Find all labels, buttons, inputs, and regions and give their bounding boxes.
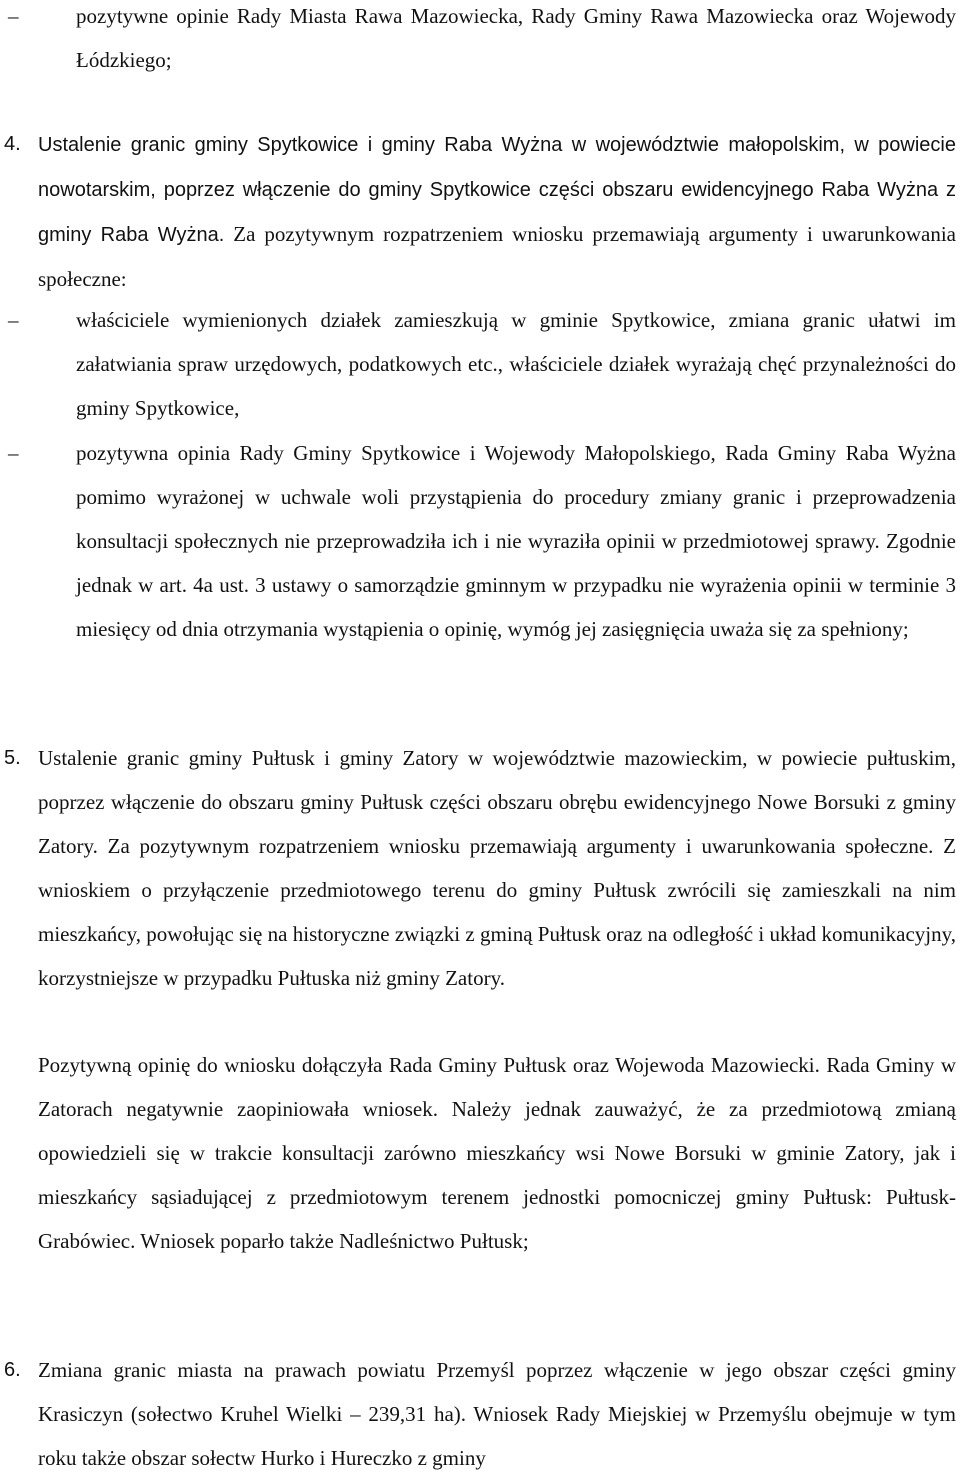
list-item-opinion (8, 431, 956, 651)
paragraph-number: 5. (4, 747, 21, 769)
paragraph-6-text: Zmiana granic miasta na prawach powiatu Przemyśl poprzez włączenie w jego obszar części gminy Krasiczyn (sołectwo Kruhel Wielki – 239,31 ha). Wniosek Rady Miejskiej w Przemyślu obejmuje w tym roku także obszar sołectw Hurko i Hureczko z gminy (38, 1358, 956, 1470)
paragraph-4 (4, 122, 956, 301)
paragraph-5-text: Ustalenie granic gminy Pułtusk i gminy Zatory w województwie mazowieckim, w powiecie pułtuskim, poprzez włączenie do obszaru gminy Pułtusk części obszaru obrębu ewidencyjnego Nowe Borsuki z gminy Zatory. Za pozytywnym rozpatrzeniem wniosku przemawiają argumenty i uwarunkowania społeczne. Z wnioskiem o przyłączenie przedmiotowego terenu do gminy Pułtusk zwrócili się zamieszkali na nim mieszkańcy, powołując się na historyczne związki z gminą Pułtusk oraz na odległość i układ komunikacyjny, korzystniejsze w przypadku Pułtuska niż gminy Zatory. (38, 746, 956, 990)
list-item-text: pozytywna opinia Rady Gminy Spytkowice i Wojewody Małopolskiego, Rada Gminy Raba Wyżna pomimo wyrażonej w uchwale woli przystąpienia do procedury zmiany granic i przeprowadzenia konsultacji społecznych nie przeprowadziła ich i nie wyraziła opinii w przedmiotowej sprawy. Zgodnie jednak w art. 4a ust. 3 ustawy o samorządzie gminnym w przypadku nie wyrażenia opinii w terminie 3 miesięcy od dnia otrzymania wystąpienia o opinię, wymóg jej zasięgnięcia uważa się za spełniony; (76, 441, 956, 641)
list-item-text: pozytywne opinie Rady Miasta Rawa Mazowiecka, Rady Gminy Rawa Mazowiecka oraz Wojewody Łódzkiego; (76, 4, 956, 72)
paragraph-4-text-sans: Ustalenie granic gminy Spytkowice i gminy Raba Wyżna w województwie małopolskim, w powiecie nowotarskim, poprzez włączenie do gminy Spytkowice części obszaru ewidencyjnego Raba Wyżna z gminy Raba Wyżna. (38, 134, 956, 246)
paragraph-number: 4. (4, 133, 21, 155)
paragraph-number: 6. (4, 1359, 21, 1381)
paragraph-6 (4, 1348, 956, 1480)
dash-marker: – (8, 441, 19, 465)
dash-marker: – (8, 4, 19, 28)
paragraph-4-text-serif: Za pozytywnym rozpatrzeniem wniosku przemawiają argumenty i uwarunkowania społeczne: (38, 222, 956, 291)
list-item-text: właściciele wymienionych działek zamieszkują w gminie Spytkowice, zmiana granic ułatwi im załatwiania spraw urzędowych, podatkowych etc., właściciele działek wyrażają chęć przynależności do gminy Spytkowice, (76, 308, 956, 420)
paragraph-5-continued (38, 1043, 956, 1263)
list-item-owners (8, 298, 956, 430)
paragraph-5-text2: Pozytywną opinię do wniosku dołączyła Rada Gminy Pułtusk oraz Wojewoda Mazowiecki. Rada Gminy w Zatorach negatywnie zaopiniowała wniosek. Należy jednak zauważyć, że za przedmiotową zmianą opowiedzieli się w trakcie konsultacji zarówno mieszkańcy wsi Nowe Borsuki w gminie Zatory, jak i mieszkańcy sąsiadującej z przedmiotowym terenem jednostki pomocniczej gminy Pułtusk: Pułtusk-Grabówiec. Wniosek poparło także Nadleśnictwo Pułtusk; (38, 1053, 956, 1253)
paragraph-5 (4, 736, 956, 1000)
dash-marker: – (8, 308, 19, 332)
list-item-intro (8, 0, 956, 82)
